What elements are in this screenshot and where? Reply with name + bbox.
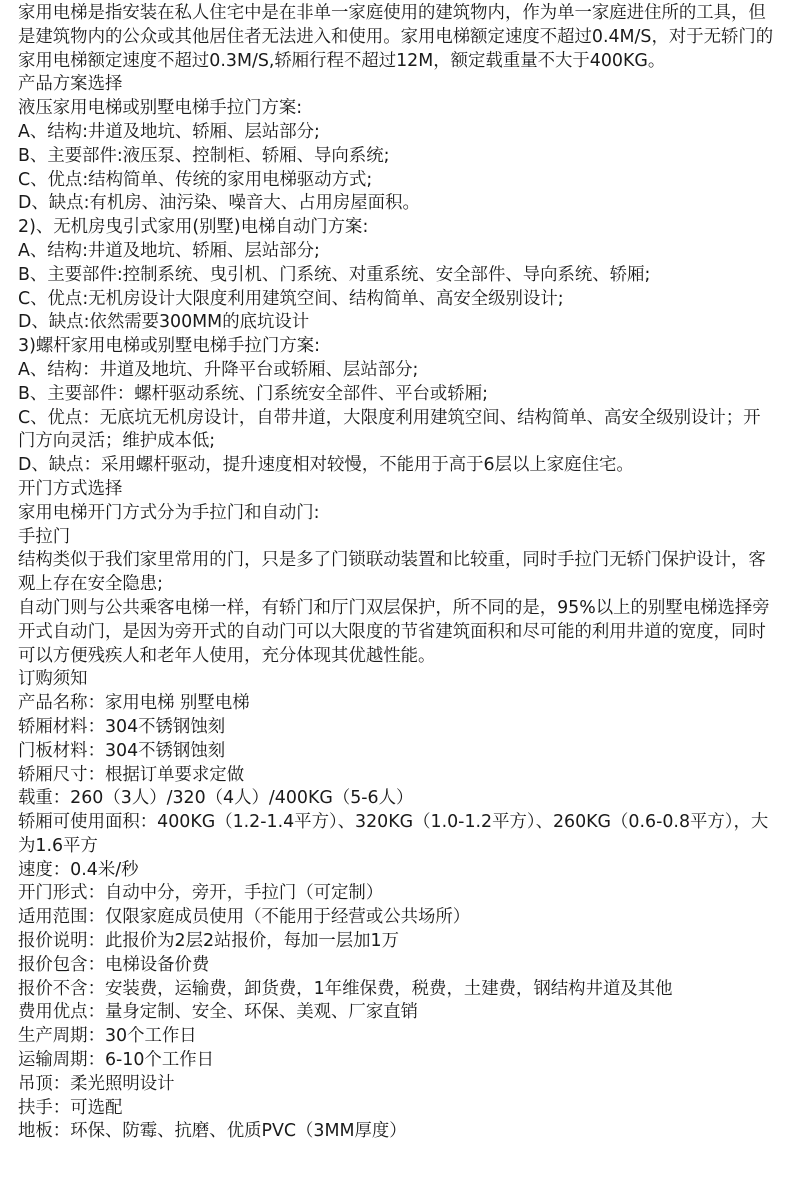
paragraph-29: 速度：0.4米/秒 (18, 859, 139, 880)
paragraph-22: 订购须知 (18, 669, 88, 690)
paragraph-7: 2)、无机房曳引式家用(别墅)电梯自动门方案: (18, 217, 369, 238)
paragraph-25: 门板材料：304不锈钢蚀刻 (18, 740, 226, 761)
paragraph-11: D、缺点:依然需要300MM的底坑设计 (18, 312, 310, 333)
paragraph-4: B、主要部件:液压泵、控制柜、轿厢、导向系统; (18, 145, 390, 166)
paragraph-12: 3)螺杆家用电梯或别墅电梯手拉门方案: (18, 336, 320, 357)
paragraph-33: 报价包含：电梯设备价费 (18, 954, 210, 975)
paragraph-34: 报价不含：安装费，运输费，卸货费，1年维保费，税费，土建费，钢结构井道及其他 (18, 978, 673, 999)
paragraph-24: 轿厢材料：304不锈钢蚀刻 (18, 716, 226, 737)
paragraph-6: D、缺点:有机房、油污染、噪音大、占用房屋面积。 (18, 193, 420, 214)
paragraph-14: B、主要部件：螺杆驱动系统、门系统安全部件、平台或轿厢; (18, 383, 488, 404)
paragraph-27: 载重：260（3人）/320（4人）/400KG（5-6人） (18, 788, 414, 809)
paragraph-35: 费用优点：量身定制、安全、环保、美观、厂家直销 (18, 1002, 418, 1023)
paragraph-23: 产品名称：家用电梯 别墅电梯 (18, 693, 250, 714)
paragraph-28: 轿厢可使用面积：400KG（1.2-1.4平方）、320KG（1.0-1.2平方）、260KG（0.6-0.8平方），大为1.6平方 (18, 812, 769, 856)
paragraph-8: A、结构:井道及地坑、轿厢、层站部分; (18, 240, 320, 261)
paragraph-39: 扶手：可选配 (18, 1097, 123, 1118)
paragraph-16: D、缺点：采用螺杆驱动，提升速度相对较慢，不能用于高于6层以上家庭住宅。 (18, 455, 634, 476)
paragraph-0: 家用电梯是指安装在私人住宅中是在非单一家庭使用的建筑物内，作为单一家庭进住所的工具，但是建筑物内的公众或其他居住者无法进入和使用。家用电梯额定速度不超过0.4M/S，对于无轿门的家用电梯额定速度不超过0.3M/S,轿厢行程不超过12M，额定载重量不大于400KG。 (18, 3, 774, 71)
paragraph-30: 开门形式：自动中分，旁开，手拉门（可定制） (18, 883, 384, 904)
paragraph-32: 报价说明：此报价为2层2站报价，每加一层加1万 (18, 931, 400, 952)
paragraph-20: 结构类似于我们家里常用的门，只是多了门锁联动装置和比较重，同时手拉门无轿门保护设计，客观上存在安全隐患; (18, 550, 766, 595)
paragraph-5: C、优点:结构简单、传统的家用电梯驱动方式; (18, 169, 373, 190)
paragraph-17: 开门方式选择 (18, 478, 123, 499)
paragraph-36: 生产周期：30个工作日 (18, 1026, 197, 1047)
paragraph-13: A、结构：井道及地坑、升降平台或轿厢、层站部分; (18, 359, 419, 380)
paragraph-26: 轿厢尺寸：根据订单要求定做 (18, 764, 245, 785)
paragraph-38: 吊顶：柔光照明设计 (18, 1073, 175, 1094)
paragraph-18: 家用电梯开门方式分为手拉门和自动门: (18, 502, 320, 523)
paragraph-31: 适用范围：仅限家庭成员使用（不能用于经营或公共场所） (18, 907, 471, 928)
paragraph-19: 手拉门 (18, 526, 71, 547)
paragraph-10: C、优点:无机房设计大限度利用建筑空间、结构简单、高安全级别设计; (18, 288, 564, 309)
paragraph-21: 自动门则与公共乘客电梯一样，有轿门和厅门双层保护，所不同的是，95%以上的别墅电梯选择旁开式自动门，是因为旁开式的自动门可以大限度的节省建筑面积和尽可能的利用井道的宽度，同时可以方便残疾人和老年人使用，充分体现其优越性能。 (18, 597, 770, 666)
paragraph-40: 地板：环保、防霉、抗磨、优质PVC（3MM厚度） (18, 1121, 407, 1142)
paragraph-3: A、结构:井道及地坑、轿厢、层站部分; (18, 121, 320, 142)
paragraph-9: B、主要部件:控制系统、曳引机、门系统、对重系统、安全部件、导向系统、轿厢; (18, 264, 651, 285)
paragraph-2: 液压家用电梯或别墅电梯手拉门方案: (18, 98, 303, 119)
paragraph-37: 运输周期：6-10个工作日 (18, 1050, 214, 1071)
paragraph-15: C、优点：无底坑无机房设计，自带井道，大限度利用建筑空间、结构简单、高安全级别设计；开门方向灵活；维护成本低; (18, 407, 761, 452)
paragraph-1: 产品方案选择 (18, 74, 123, 95)
